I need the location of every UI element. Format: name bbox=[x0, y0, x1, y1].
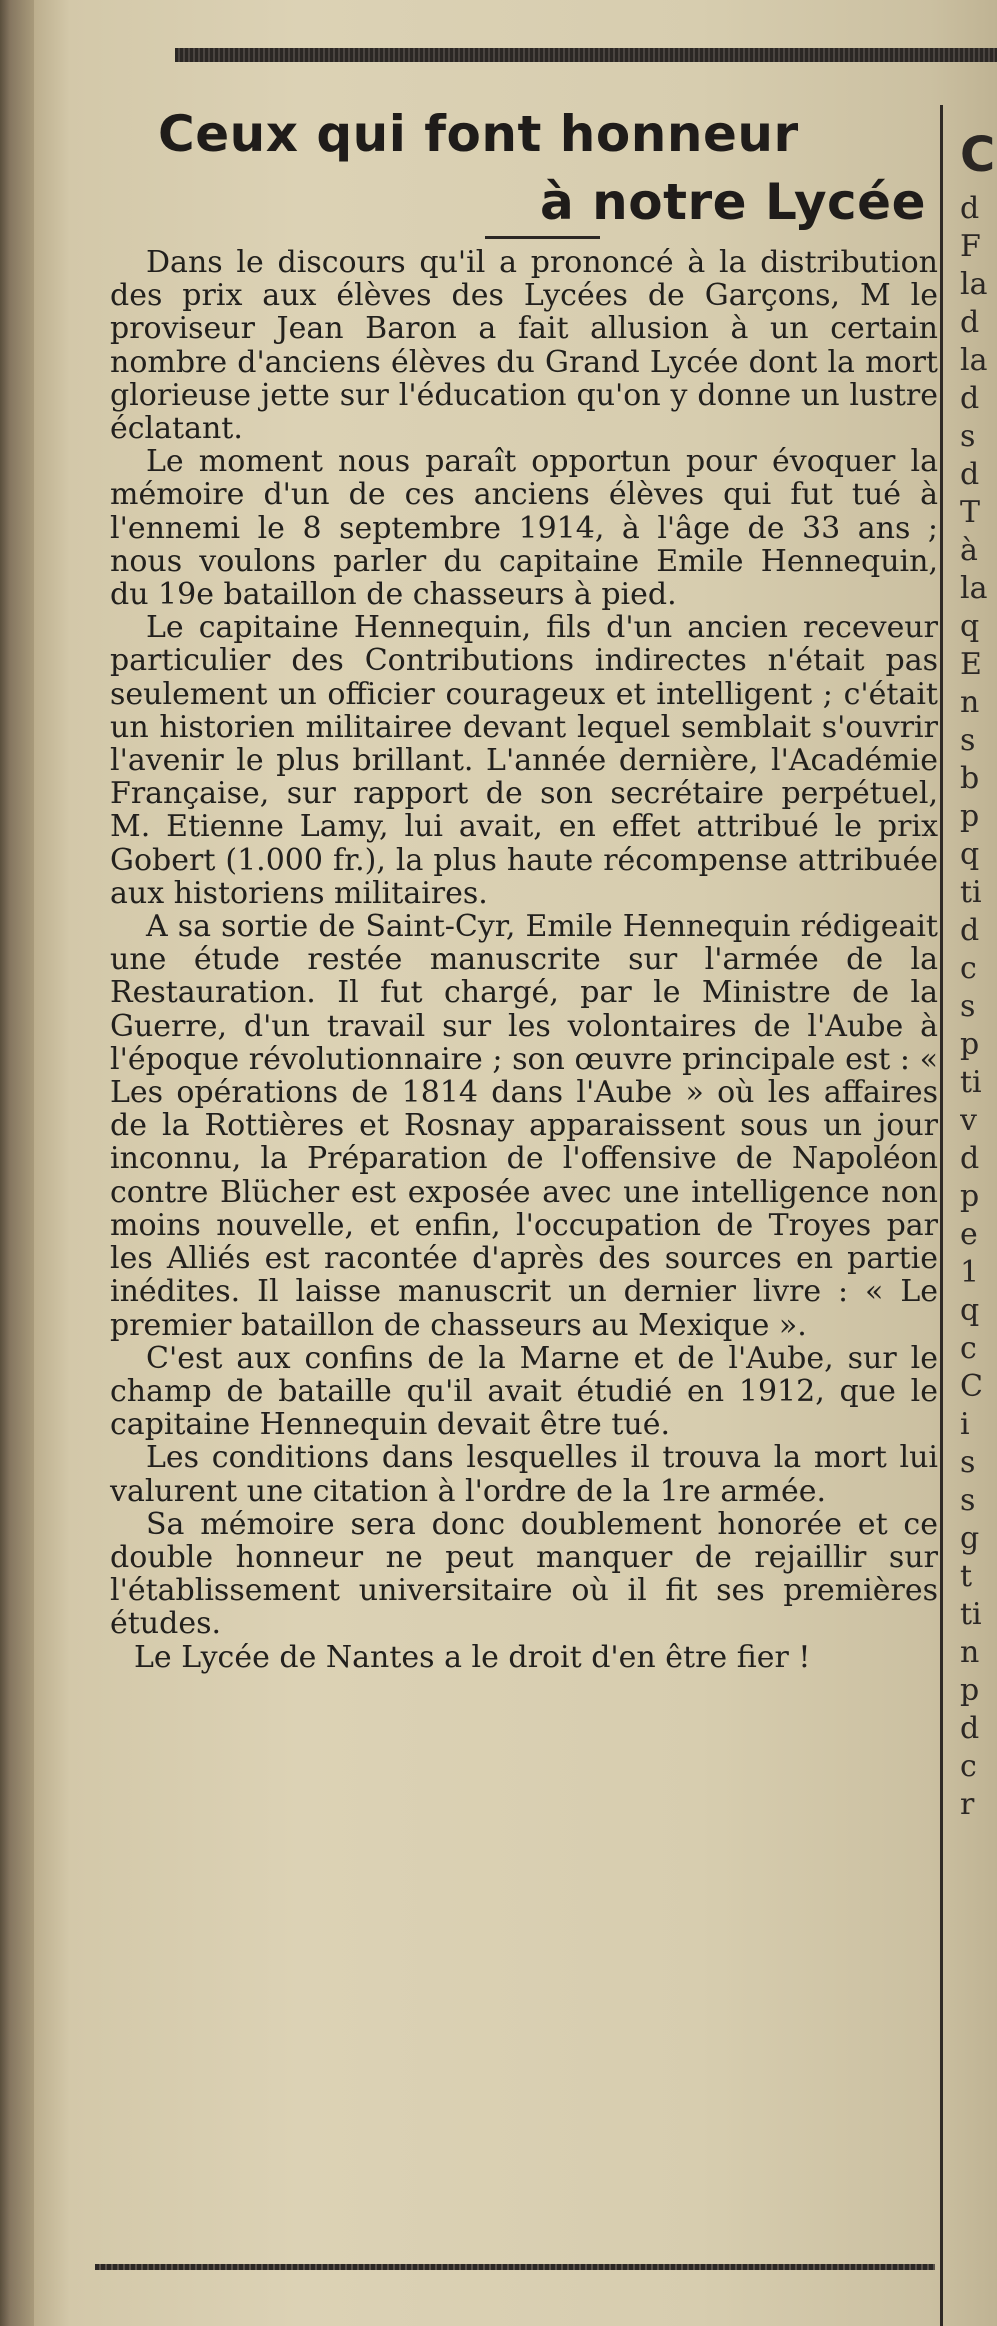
adjacent-fragment: C bbox=[960, 1369, 983, 1404]
adjacent-fragment: la bbox=[960, 343, 988, 378]
bottom-rule bbox=[95, 2264, 935, 2270]
adjacent-fragment: s bbox=[960, 1445, 976, 1480]
adjacent-fragment: p bbox=[960, 1027, 980, 1062]
adjacent-heading-letter: C bbox=[960, 127, 996, 183]
paragraph-5: C'est aux confins de la Marne et de l'Aube, sur le champ de bataille qu'il avait étudié en 1912, que le capitaine Hennequin devait être tué. bbox=[110, 1340, 938, 1443]
adjacent-fragment: la bbox=[960, 571, 988, 606]
adjacent-fragment: s bbox=[960, 989, 976, 1024]
adjacent-fragment: t bbox=[960, 1559, 973, 1594]
adjacent-fragment: d bbox=[960, 1141, 980, 1176]
adjacent-fragment: c bbox=[960, 1749, 977, 1784]
adjacent-fragment: F bbox=[960, 229, 981, 264]
adjacent-fragment: s bbox=[960, 1483, 976, 1518]
paragraph-1: Dans le discours qu'il a prononcé à la distribution des prix aux élèves des Lycées de Garçons, M le proviseur Jean Baron a fait allusion à un certain nombre d'anciens élèves du Grand Lycée dont la mort glorieuse jette sur l'éducation qu'on y donne un lustre éclatant. bbox=[110, 245, 938, 447]
adjacent-fragment: p bbox=[960, 1673, 980, 1708]
adjacent-fragment: n bbox=[960, 1635, 980, 1670]
adjacent-fragment: n bbox=[960, 685, 980, 720]
page-fold-shadow bbox=[0, 0, 34, 2326]
paragraph-2: Le moment nous paraît opportun pour évoquer la mémoire d'un de ces anciens élèves qui fut tué à l'ennemi le 8 septembre 1914, à l'âge de 33 ans ; nous voulons parler du capitaine Emile Hennequin, du 19e bataillon de chasseurs à pied. bbox=[110, 444, 938, 613]
adjacent-fragment: la bbox=[960, 267, 988, 302]
adjacent-fragment: p bbox=[960, 1179, 980, 1214]
adjacent-fragment: d bbox=[960, 457, 980, 492]
adjacent-fragment: i bbox=[960, 1407, 970, 1442]
adjacent-fragment: q bbox=[960, 609, 980, 644]
adjacent-fragment: d bbox=[960, 305, 980, 340]
column-rule bbox=[940, 105, 943, 2326]
top-rule bbox=[175, 48, 997, 62]
adjacent-fragment: d bbox=[960, 1711, 980, 1746]
adjacent-fragment: s bbox=[960, 419, 976, 454]
adjacent-fragment: q bbox=[960, 837, 980, 872]
adjacent-fragment: r bbox=[960, 1787, 975, 1822]
adjacent-fragment: d bbox=[960, 191, 980, 226]
headline-underline bbox=[485, 236, 600, 239]
adjacent-fragment: d bbox=[960, 381, 980, 416]
paragraph-7: Sa mémoire sera donc doublement honorée et ce double honneur ne peut manquer de rejaillir sur l'établissement universitaire où il fit ses premières études. bbox=[110, 1506, 938, 1642]
adjacent-fragment: e bbox=[960, 1217, 978, 1252]
adjacent-fragment: v bbox=[960, 1103, 977, 1138]
adjacent-fragment: q bbox=[960, 1293, 980, 1328]
paragraph-8: Le Lycée de Nantes a le droit d'en être fier ! bbox=[134, 1639, 811, 1675]
adjacent-fragment: à bbox=[960, 533, 978, 568]
paragraph-3: Le capitaine Hennequin, fils d'un ancien receveur particulier des Contributions indirectes n'était pas seulement un officier courageux et intelligent ; c'était un historien militairee devant lequel semblait s'ouvrir l'avenir le plus brillant. L'année dernière, l'Académie Française, sur rapport de son secrétaire perpétuel, M. Etienne Lamy, lui avait, en effet attribué le prix Gobert (1.000 fr.), la plus haute récompense attribuée aux historiens militaires. bbox=[110, 610, 938, 911]
adjacent-fragment: b bbox=[960, 761, 980, 796]
headline-line-1: Ceux qui font honneur bbox=[158, 105, 799, 163]
headline-line-2: à notre Lycée bbox=[540, 173, 926, 231]
adjacent-fragment: ti bbox=[960, 1065, 982, 1100]
adjacent-fragment: ti bbox=[960, 875, 982, 910]
adjacent-fragment: ti bbox=[960, 1597, 982, 1632]
adjacent-fragment: g bbox=[960, 1521, 980, 1556]
adjacent-column-fragment bbox=[960, 120, 997, 2326]
adjacent-fragment: c bbox=[960, 951, 977, 986]
article-body bbox=[110, 246, 938, 1674]
adjacent-fragment: d bbox=[960, 913, 980, 948]
paragraph-6: Les conditions dans lesquelles il trouva la mort lui valurent une citation à l'ordre de la 1re armée. bbox=[110, 1440, 938, 1509]
adjacent-fragment: c bbox=[960, 1331, 977, 1366]
adjacent-fragment: 1 bbox=[960, 1255, 980, 1290]
adjacent-fragment: T bbox=[960, 495, 981, 530]
paragraph-4: A sa sortie de Saint-Cyr, Emile Hennequin rédigeait une étude restée manuscrite sur l'armée de la Restauration. Il fut chargé, par le Ministre de la Guerre, d'un travail sur les volontaires de l'Aube à l'époque révolutionnaire ; son œuvre principale est : « Les opérations de 1814 dans l'Aube » où les affaires de la Rottières et Rosnay apparaissent sous un jour inconnu, la Préparation de l'offensive de Napoléon contre Blücher est exposée avec une intelligence non moins nouvelle, et enfin, l'occupation de Troyes par les Alliés est racontée d'après des sources en partie inédites. Il laisse manuscrit un dernier livre : « Le premier bataillon de chasseurs au Mexique ». bbox=[110, 909, 938, 1343]
adjacent-fragment: s bbox=[960, 723, 976, 758]
adjacent-fragment: p bbox=[960, 799, 980, 834]
article-headline bbox=[150, 100, 930, 236]
adjacent-column-fragments bbox=[960, 190, 997, 1824]
adjacent-fragment: E bbox=[960, 647, 982, 682]
